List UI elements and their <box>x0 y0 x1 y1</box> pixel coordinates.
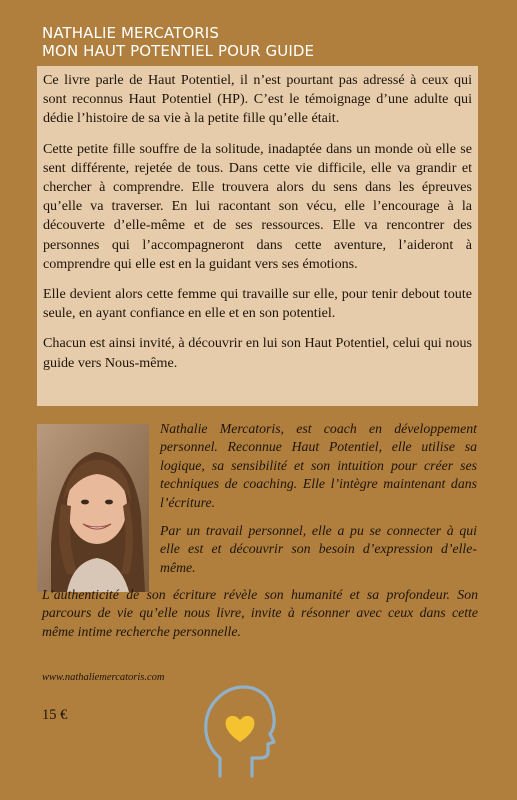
bio-paragraph: Par un travail personnel, elle a pu se connecter à qui elle est et découvrir son besoin d’expression d’elle-même. <box>160 523 477 575</box>
author-photo <box>37 424 149 592</box>
author-portrait <box>37 424 149 592</box>
book-title: MON HAUT POTENTIEL POUR GUIDE <box>42 42 315 60</box>
cover-header <box>42 24 314 60</box>
summary-paragraph: Ce livre parle de Haut Potentiel, il n’est pourtant pas adressé à ceux qui sont reconnus Haut Potentiel (HP). C’est le témoignage d’une adulte qui dédie l’histoire de sa vie à la petite fille qu’elle était. <box>43 72 472 127</box>
summary-paragraph: Cette petite fille souffre de la solitude, inadaptée dans un monde où elle se sent différente, rejetée de tous. Dans cette vie difficile, elle va grandir et chercher à comprendre. Elle trouvera alors du sens dans les épreuves qu’elle va traverser. En lui racontant son vécu, elle l’encourage à la découverte d’elle-même et de ses ressources. Elle va rencontrer des personnes qui l’accompagneront dans cette aventure, l’aideront à comprendre qui elle est en la guidant vers ses émotions. <box>43 140 472 272</box>
author-bio <box>160 420 477 587</box>
bio-paragraph: Nathalie Mercatoris, est coach en développement personnel. Reconnue Haut Potentiel, elle utilise sa logique, sa sensibilité et son intuition pour créer ses techniques de coaching. Elle l’intègre maintenant dans l’écriture. <box>160 421 477 510</box>
bio-paragraph: L’authenticité de son écriture révèle son humanité et sa profondeur. Son parcours de vie qu’elle nous livre, invite à résonner avec ceux dans cette même intime recherche personnelle. <box>42 587 478 639</box>
author-bio-wide <box>42 586 478 641</box>
summary-paragraph: Elle devient alors cette femme qui travaille sur elle, pour tenir debout toute seule, en ayant confiance en elle et en son potentiel. <box>43 286 472 322</box>
book-price: 15 € <box>42 707 68 723</box>
summary-box <box>37 66 478 406</box>
author-website[interactable]: www.nathaliemercatoris.com <box>42 672 165 683</box>
summary-paragraph: Chacun est ainsi invité, à découvrir en lui son Haut Potentiel, celui qui nous guide vers Nous-même. <box>43 335 472 371</box>
author-name: NATHALIE MERCATORIS <box>42 24 219 42</box>
head-with-heart-icon <box>198 678 278 778</box>
